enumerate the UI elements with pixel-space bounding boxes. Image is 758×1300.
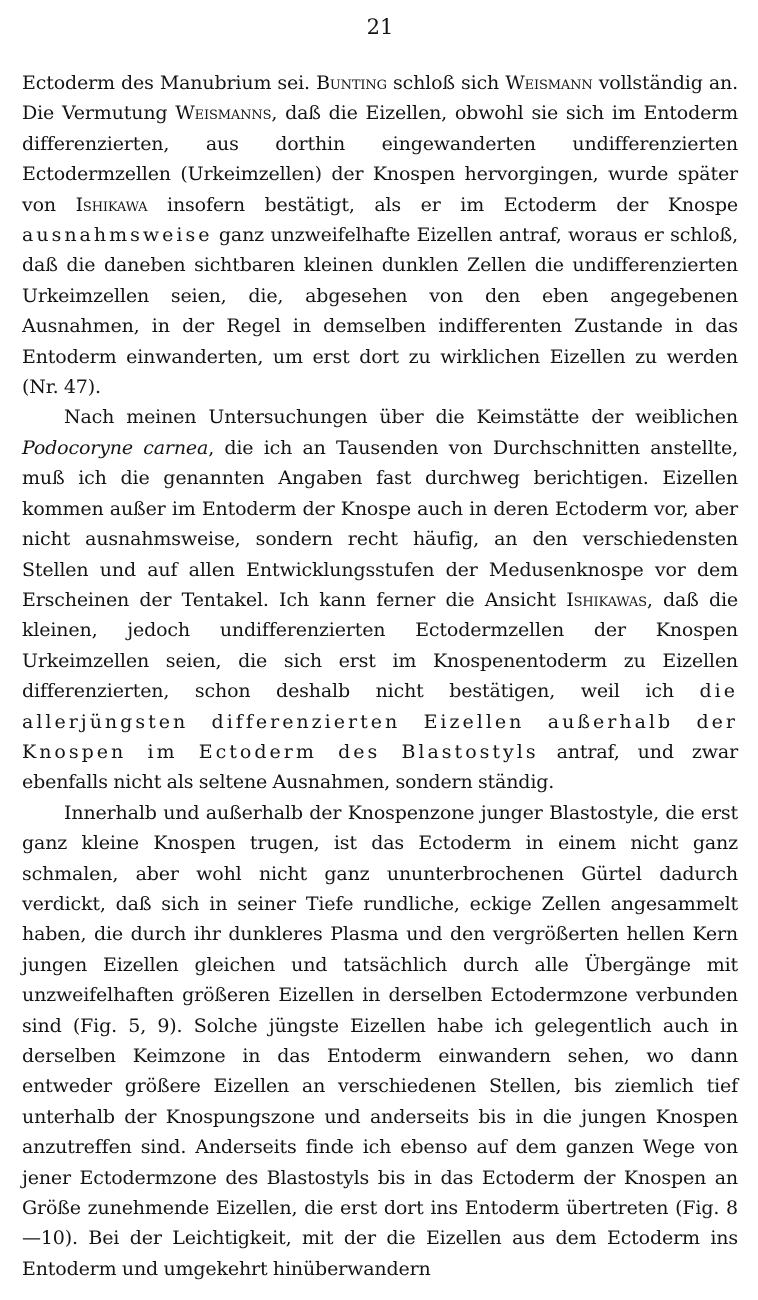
author-name: Weismanns	[175, 102, 272, 125]
paragraph-3	[22, 798, 738, 1285]
author-name: Ishikawas	[566, 588, 647, 611]
paragraph-2	[22, 402, 738, 797]
text-run: Ectoderm des Manubrium sei.	[22, 72, 317, 94]
text-run: ganz unzweifelhafte Eizellen antraf, woraus er schloß, daß die daneben sichtbaren kleinen dunklen Zellen die undifferenzierten Urkeimzellen seien, die, abgesehen von den eben angegebenen Ausnahmen, in der Regel in demselben indifferenten Zustande in das Entoderm einwanderten, um erst dort zu wirklichen Eizellen zu werden (Nr. 47).	[22, 224, 738, 399]
text-run: insofern bestätigt, als er im Ectoderm der Knospe	[147, 193, 738, 216]
paragraph-1	[22, 68, 738, 402]
emphasized-text: die allerjüngsten differenzierten Eizellen außerhalb der Knospen im Ectoderm des Blastostyls	[22, 680, 738, 763]
text-run: Innerhalb und außerhalb der Knospenzone junger Blastostyle, die erst ganz kleine Knospen trugen, ist das Ectoderm in einem nicht ganz schmalen, aber wohl nicht ganz ununterbrochenen Gürtel dadurch verdickt, daß sich in seiner Tiefe rundliche, eckige Zellen angesammelt haben, die durch ihr dunkleres Plasma und den vergrößerten hellen Kern jungen Eizellen gleichen und tatsächlich durch alle Übergänge mit unzweifelhaften größeren Eizellen in derselben Ectodermzone verbunden sind (Fig. 5, 9). Solche jüngste Eizellen habe ich gelegentlich auch in derselben Keimzone in das Entoderm einwandern sehen, wo dann entweder größere Eizellen an verschiedenen Stellen, bis ziemlich tief unterhalb der Knospungszone und anderseits bis in die jungen Knospen anzutreffen sind. Anderseits finde ich ebenso auf dem ganzen Wege von jener Ectodermzone des Blastostyls bis in das Ectoderm der Knospen an Größe zunehmende Eizellen, die erst dort ins Entoderm übertreten (Fig. 8—10). Bei der Leichtigkeit, mit der die Eizellen aus dem Ectoderm ins Entoderm und umgekehrt hinüberwandern	[22, 801, 738, 1280]
text-run: Nach meinen Untersuchungen über die Keimstätte der weiblichen	[64, 406, 738, 429]
page-number: 21	[366, 15, 394, 39]
text-run: antraf, und zwar ebenfalls nicht als seltene Ausnahmen, sondern ständig.	[22, 740, 738, 794]
species-name: Podocoryne carnea	[22, 436, 209, 459]
author-name: Weismann	[505, 72, 593, 94]
author-name: Bunting	[316, 72, 387, 94]
book-page	[22, 12, 738, 1284]
text-run: , die ich an Tausenden von Durchschnitten anstellte, muß ich die genannten Angaben fast durchweg berichtigen. Eizellen kommen außer im Entoderm der Knospe auch in deren Ectoderm vor, aber nicht ausnahmsweise, sondern recht häufig, an den verschiedensten Stellen und auf allen Entwicklungsstufen der Medusenknospe vor dem Erscheinen der Tentakel. Ich kann ferner die Ansicht	[22, 436, 738, 611]
emphasized-text: ausnahmsweise	[22, 224, 213, 247]
body-text	[22, 68, 738, 1284]
text-run: vollständig an. Die Vermutung	[22, 72, 738, 125]
text-run: , daß die Eizellen, obwohl sie sich im Entoderm differenzierten, aus dorthin eingewanderten undifferenzierten Ectodermzellen (Urkeimzellen) der Knospen hervorgingen, wurde später von	[22, 102, 738, 216]
author-name: Ishikawa	[75, 193, 148, 216]
text-run: schloß sich	[386, 72, 506, 94]
text-run: , daß die kleinen, jedoch undifferenzierten Ectodermzellen der Knospen Urkeimzellen seien, die sich erst im Knospenentoderm zu Eizellen differenzierten, schon deshalb nicht bestätigen, weil ich	[22, 588, 738, 703]
